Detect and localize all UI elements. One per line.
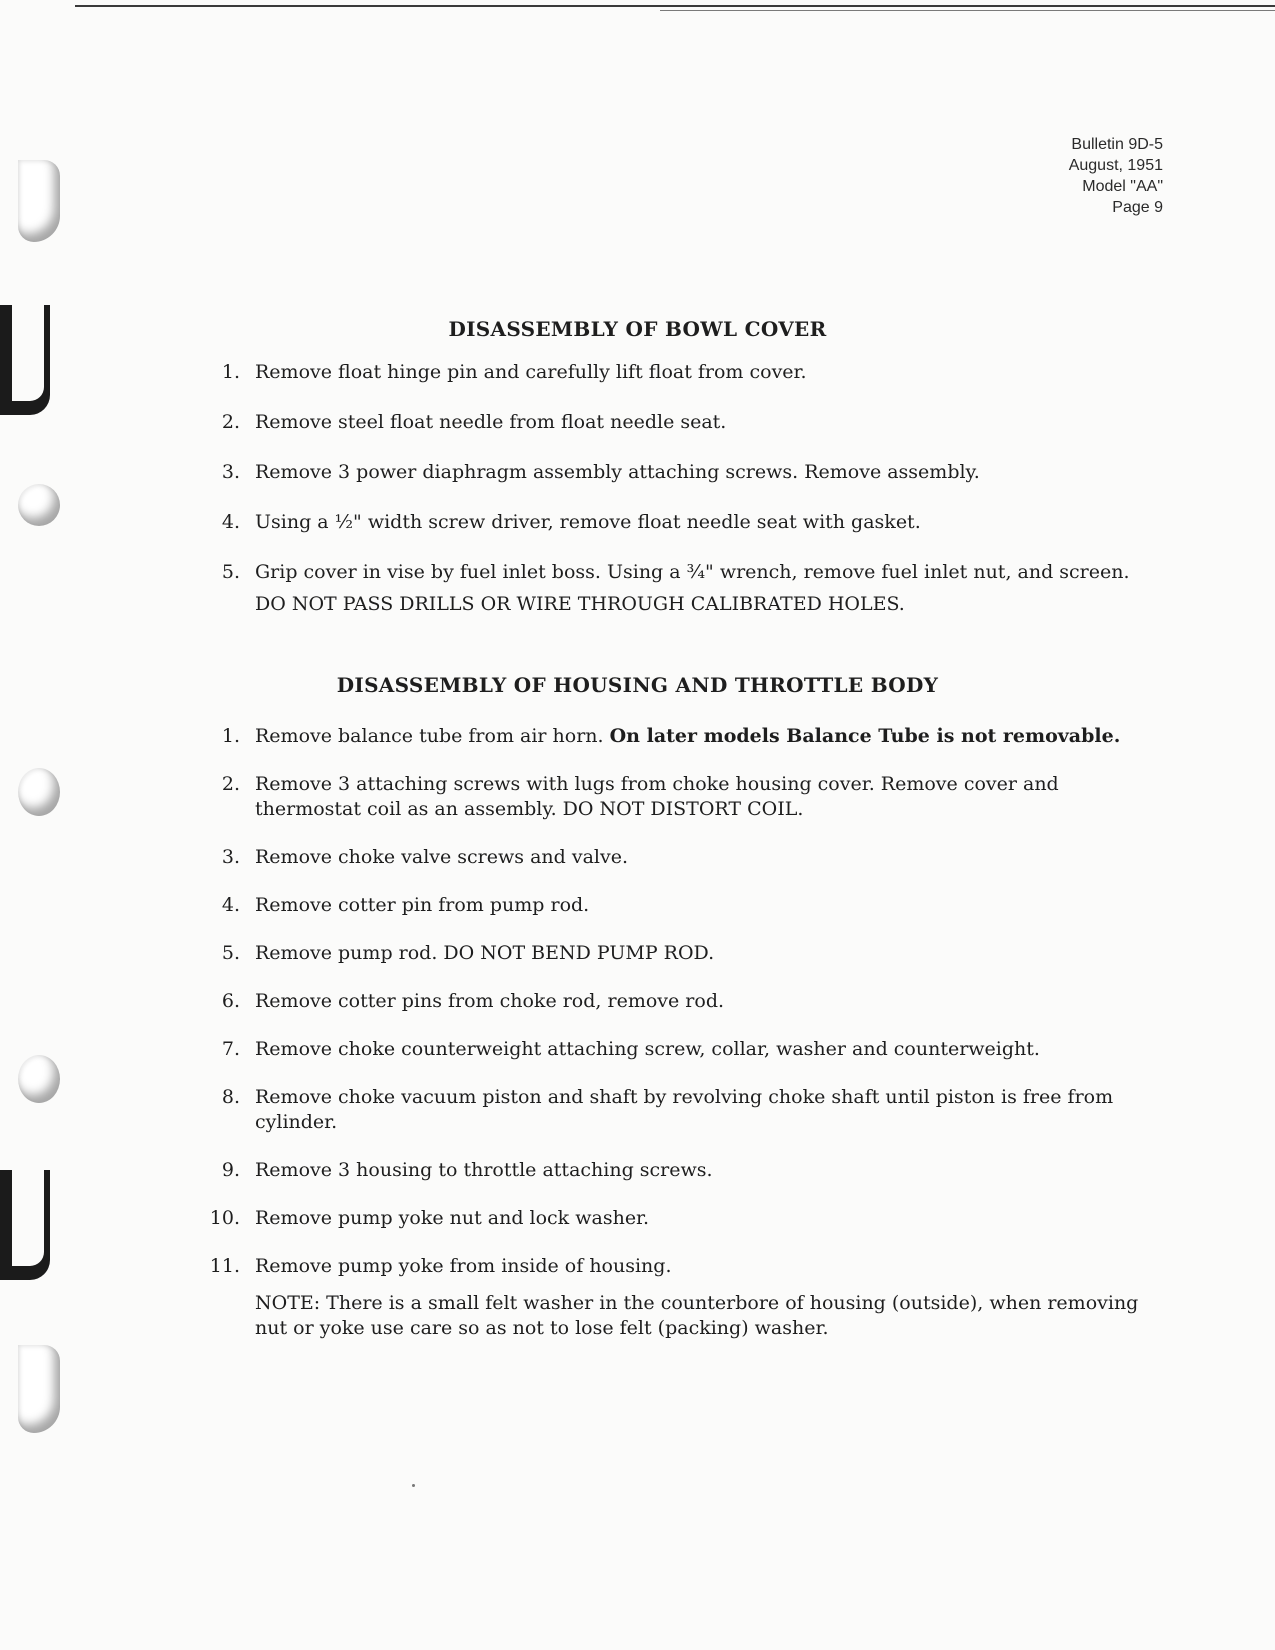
step-text: Remove steel float needle from float needle seat. [255, 411, 727, 433]
section-title-bowl-cover: DISASSEMBLY OF BOWL COVER [448, 317, 827, 341]
step-text: Remove float hinge pin and carefully lift float from cover. [255, 361, 807, 383]
binder-tab [0, 1170, 50, 1280]
top-rule [75, 5, 1275, 7]
warning-text: DO NOT PASS DRILLS OR WIRE THROUGH CALIBRATED HOLES. [255, 593, 905, 615]
step-text: Remove 3 attaching screws with lugs from choke housing cover. Remove cover and thermostat coil as an assembly. DO NOT DISTORT COIL. [255, 773, 1059, 820]
step-bold-note: On later models Balance Tube is not removable. [609, 725, 1121, 747]
page-header [1069, 134, 1163, 218]
step-text: Remove choke vacuum piston and shaft by revolving choke shaft until piston is free from cylinder. [255, 1086, 1114, 1133]
list-item [200, 941, 1165, 966]
step-number: 4. [221, 894, 240, 916]
list-item [200, 1158, 1165, 1183]
step-number: 3. [221, 846, 240, 868]
step-number: 4. [221, 511, 240, 533]
list-item [200, 510, 1165, 535]
binder-hole [18, 160, 60, 242]
step-text: Remove balance tube from air horn. [255, 725, 604, 747]
step-text: Remove 3 power diaphragm assembly attaching screws. Remove assembly. [255, 461, 980, 483]
step-text: Remove choke counterweight attaching screw, collar, washer and counterweight. [255, 1038, 1040, 1060]
speck [412, 1484, 415, 1487]
step-number: 1. [221, 725, 240, 747]
list-item [200, 410, 1165, 435]
list-item [200, 1037, 1165, 1062]
step-text: Remove choke valve screws and valve. [255, 846, 628, 868]
step-text: Using a ½" width screw driver, remove float needle seat with gasket. [255, 511, 921, 533]
binder-hole [18, 1345, 60, 1433]
bulletin-date: August, 1951 [1068, 157, 1163, 174]
list-item [200, 1206, 1165, 1231]
step-number: 5. [221, 561, 240, 583]
step-text: Remove cotter pin from pump rod. [255, 894, 590, 916]
step-number: 5. [221, 942, 240, 964]
step-text: Grip cover in vise by fuel inlet boss. Using a ¾" wrench, remove fuel inlet nut, and screen. [255, 561, 1130, 583]
step-number: 2. [221, 411, 240, 433]
step-number: 3. [221, 461, 240, 483]
binder-hole [18, 768, 60, 816]
list-item [200, 560, 1165, 617]
step-text: Remove pump yoke nut and lock washer. [255, 1207, 650, 1229]
list-item [200, 989, 1165, 1014]
list-item [200, 1085, 1165, 1135]
section-title-housing-throttle: DISASSEMBLY OF HOUSING AND THROTTLE BODY [336, 673, 939, 697]
bowl-cover-steps [200, 360, 1165, 642]
step-number: 10. [209, 1207, 240, 1229]
step-number: 8. [221, 1086, 240, 1108]
step-number: 11. [209, 1255, 240, 1277]
step-text: Remove pump yoke from inside of housing. [255, 1255, 672, 1277]
step-number: 1. [221, 361, 240, 383]
step-text: Remove 3 housing to throttle attaching screws. [255, 1159, 713, 1181]
list-item [200, 460, 1165, 485]
step-number: 6. [221, 990, 240, 1012]
list-item [200, 893, 1165, 918]
binder-hole [18, 484, 60, 526]
step-number: 2. [221, 773, 240, 795]
step-text: Remove cotter pins from choke rod, remove rod. [255, 990, 725, 1012]
list-item [200, 845, 1165, 870]
step-text: Remove pump rod. DO NOT BEND PUMP ROD. [255, 942, 715, 964]
step-number: 9. [221, 1159, 240, 1181]
bulletin-number: Bulletin 9D-5 [1071, 136, 1163, 153]
top-rule-secondary [660, 10, 1275, 11]
step-number: 7. [221, 1038, 240, 1060]
binder-hole [18, 1055, 60, 1103]
note-text: NOTE: There is a small felt washer in the counterbore of housing (outside), when removing nut or yoke use care so as not to lose felt (packing) washer. [255, 1292, 1139, 1339]
list-item [200, 724, 1165, 749]
housing-throttle-steps [200, 724, 1165, 1364]
list-item [200, 772, 1165, 822]
page-number: Page 9 [1112, 199, 1163, 216]
model-label: Model "AA" [1082, 178, 1163, 195]
list-item [200, 360, 1165, 385]
list-item [200, 1254, 1165, 1341]
